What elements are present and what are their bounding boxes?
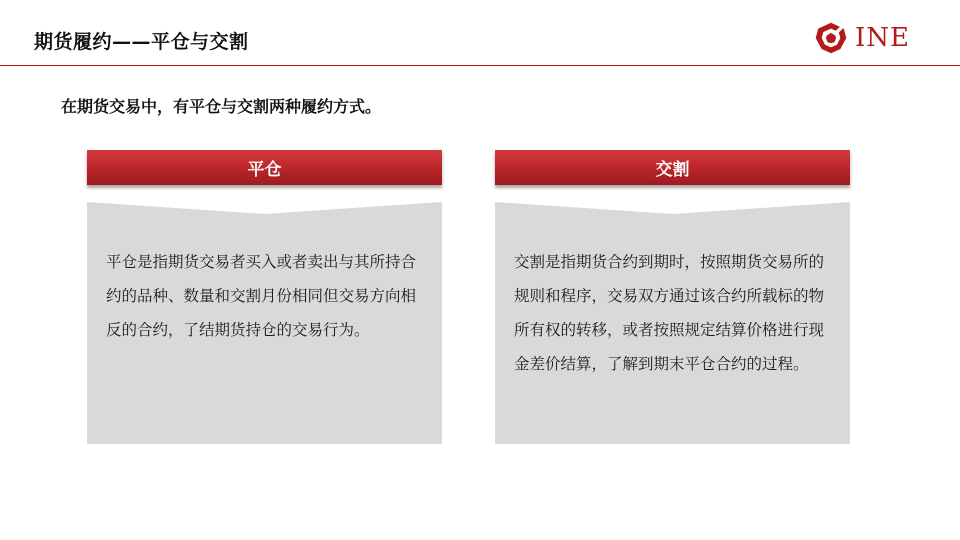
ine-logo-icon bbox=[814, 21, 848, 55]
card-heading: 交割 bbox=[655, 160, 690, 180]
card-text-delivery: 交割是指期货合约到期时，按照期货交易所的规则和程序，交易双方通过该合约所载标的物所有权的转移，或者按照规定结算价格进行现金差价结算，了解到期末平仓合约的过程。 bbox=[514, 253, 825, 373]
intro-text: 在期货交易中，有平仓与交割两种履约方式。 bbox=[61, 97, 382, 116]
card-text-close-position: 平仓是指期货交易者买入或者卖出与其所持合约的品种、数量和交割月份相同但交易方向相反的合约，了结期货持仓的交易行为。 bbox=[106, 253, 417, 339]
ine-logo bbox=[814, 20, 924, 56]
ine-logo-text: INE bbox=[855, 23, 910, 53]
card-header-delivery bbox=[495, 150, 850, 185]
header-divider bbox=[0, 65, 960, 66]
card-heading: 平仓 bbox=[247, 160, 282, 180]
card-header-close-position bbox=[87, 150, 442, 185]
slide-title: 期货履约——平仓与交割 bbox=[34, 31, 249, 53]
